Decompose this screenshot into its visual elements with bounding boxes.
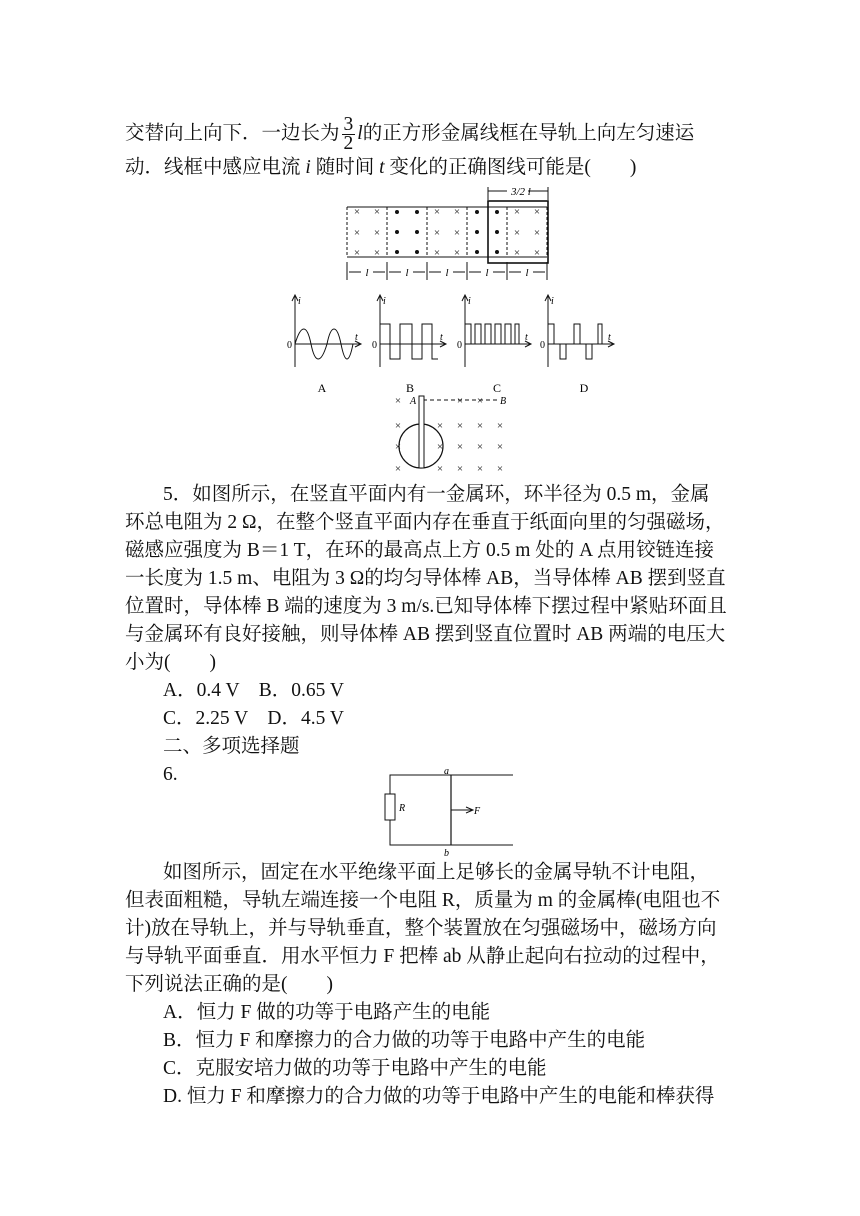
origin-label: 0 (457, 340, 462, 351)
svg-text:×: × (353, 227, 361, 239)
axis-i-label: i (468, 296, 471, 307)
axis-i-label: i (298, 296, 301, 307)
option-graph-b (370, 292, 450, 397)
q4-text: 随时间 (315, 157, 375, 178)
q6-line-2: 但表面粗糙，导轨左端连接一个电阻 R，质量为 m 的金属棒(电阻也不 (125, 890, 721, 911)
svg-text:×: × (456, 463, 464, 475)
q5-line-3: 磁感应强度为 B＝1 T，在环的最高点上方 0.5 m 处的 A 点用铰链连接 (125, 540, 714, 561)
origin-label: 0 (372, 340, 377, 351)
svg-text:×: × (496, 441, 504, 453)
svg-text:×: × (453, 247, 461, 259)
axis-t-label: t (440, 332, 443, 343)
svg-text:×: × (533, 227, 541, 239)
svg-text:×: × (453, 227, 461, 239)
svg-text:×: × (353, 247, 361, 259)
svg-text:×: × (373, 206, 381, 218)
dim-label-3-2-l: 3/2 l (511, 186, 531, 198)
magnetic-field-strip-figure (335, 180, 565, 290)
q6-option-c: C．克服安培力做的功等于电路中产生的电能 (163, 1058, 547, 1079)
origin-label: 0 (540, 340, 545, 351)
q6-line-4: 与导轨平面垂直．用水平恒力 F 把棒 ab 从静止起向右拉动的过程中， (125, 946, 720, 967)
svg-text:×: × (513, 227, 521, 239)
q5-line-5: 位置时，导体棒 B 端的速度为 3 m/s.已知导体棒下摆过程中紧贴环面且 (125, 596, 727, 617)
svg-text:×: × (436, 463, 444, 475)
q5-line-2: 环总电阻为 2 Ω，在整个竖直平面内存在垂直于纸面向里的匀强磁场， (125, 512, 725, 533)
dim-label-l: l (445, 267, 449, 279)
q6-number: 6. (163, 764, 178, 785)
q4-text: 的正方形金属线框在导轨上向左匀速运 (362, 122, 695, 144)
dim-label-l: l (365, 267, 369, 279)
point-a-label: a (444, 766, 449, 777)
option-graph-c (455, 292, 535, 397)
section-header-multiple-choice: 二、多项选择题 (163, 736, 300, 757)
svg-text:×: × (456, 420, 464, 432)
graph-label-c: C (492, 381, 502, 395)
svg-text:×: × (394, 441, 402, 453)
graph-label-b: B (405, 381, 415, 395)
var-l: l (357, 122, 363, 144)
dim-label-l: l (525, 267, 529, 279)
svg-text:×: × (353, 206, 361, 218)
svg-text:×: × (394, 420, 402, 432)
svg-text:×: × (436, 441, 444, 453)
axis-t-label: t (608, 332, 611, 343)
q4-text: 动．线框中感应电流 (125, 157, 301, 178)
point-a-label: A (410, 396, 417, 407)
svg-text:×: × (456, 441, 464, 453)
svg-text:×: × (513, 247, 521, 259)
axis-t-label: t (525, 332, 528, 343)
graph-label-d: D (579, 381, 589, 395)
dim-label-l: l (485, 267, 489, 279)
rail-circuit-figure (380, 764, 520, 860)
svg-text:×: × (394, 395, 402, 407)
fraction-numerator: 3 (343, 114, 354, 135)
svg-text:×: × (453, 206, 461, 218)
q5-line-4: 一长度为 1.5 m、电阻为 3 Ω的均匀导体棒 AB，当导体棒 AB 摆到竖直 (125, 568, 726, 589)
q6-option-a: A．恒力 F 做的功等于电路产生的电能 (163, 1002, 491, 1023)
q6-line-3: 计)放在导轨上，并与导轨垂直，整个装置放在匀强磁场中，磁场方向 (125, 918, 717, 939)
q5-options-ab: A．0.4 V B．0.65 V (163, 680, 344, 701)
metal-ring-rod-figure (388, 392, 518, 478)
q5-line-7: 小为( ) (125, 652, 216, 673)
q6-option-b: B．恒力 F 和摩擦力的合力做的功等于电路中产生的电能 (163, 1030, 646, 1051)
svg-text:×: × (433, 206, 441, 218)
svg-text:×: × (513, 206, 521, 218)
svg-text:×: × (533, 247, 541, 259)
option-graph-a (285, 292, 365, 397)
svg-text:×: × (496, 463, 504, 475)
resistor-r-label: R (399, 803, 406, 814)
axis-i-label: i (551, 296, 554, 307)
var-t: t (379, 157, 385, 178)
svg-text:×: × (456, 395, 464, 407)
force-f-label: F (474, 806, 481, 817)
svg-text:×: × (373, 247, 381, 259)
q4-text: 变化的正确图线可能是( ) (389, 157, 637, 178)
q5-options-cd: C．2.25 V D．4.5 V (163, 708, 344, 729)
svg-text:×: × (476, 441, 484, 453)
graph-label-a: A (317, 381, 327, 395)
q5-line-1: 5．如图所示，在竖直平面内有一金属环，环半径为 0.5 m，金属 (163, 484, 710, 505)
svg-text:×: × (476, 463, 484, 475)
point-b-label: b (444, 848, 449, 859)
dim-label-l: l (405, 267, 409, 279)
svg-text:×: × (433, 227, 441, 239)
q4-line-2 (125, 155, 636, 181)
svg-text:×: × (373, 227, 381, 239)
svg-text:×: × (394, 463, 402, 475)
svg-text:×: × (476, 395, 484, 407)
q5-line-6: 与金属环有良好接触，则导体棒 AB 摆到竖直位置时 AB 两端的电压大 (125, 624, 726, 645)
svg-text:×: × (476, 420, 484, 432)
fraction-three-halves (342, 116, 356, 153)
svg-text:×: × (496, 420, 504, 432)
svg-text:×: × (436, 420, 444, 432)
q6-line-1: 如图所示，固定在水平绝缘平面上足够长的金属导轨不计电阻， (163, 862, 710, 883)
q6-line-5: 下列说法正确的是( ) (125, 974, 333, 995)
origin-label: 0 (287, 340, 292, 351)
q4-line-1 (125, 116, 694, 153)
var-i: i (305, 157, 311, 178)
svg-text:×: × (533, 206, 541, 218)
q6-option-d: D. 恒力 F 和摩擦力的合力做的功等于电路中产生的电能和棒获得 (163, 1086, 715, 1107)
svg-text:×: × (433, 247, 441, 259)
fraction-denominator: 2 (343, 133, 354, 154)
q4-text: 交替向上向下．一边长为 (125, 122, 340, 144)
axis-i-label: i (383, 296, 386, 307)
point-b-label: B (500, 396, 507, 407)
option-graph-d (538, 292, 618, 397)
axis-t-label: t (355, 332, 358, 343)
